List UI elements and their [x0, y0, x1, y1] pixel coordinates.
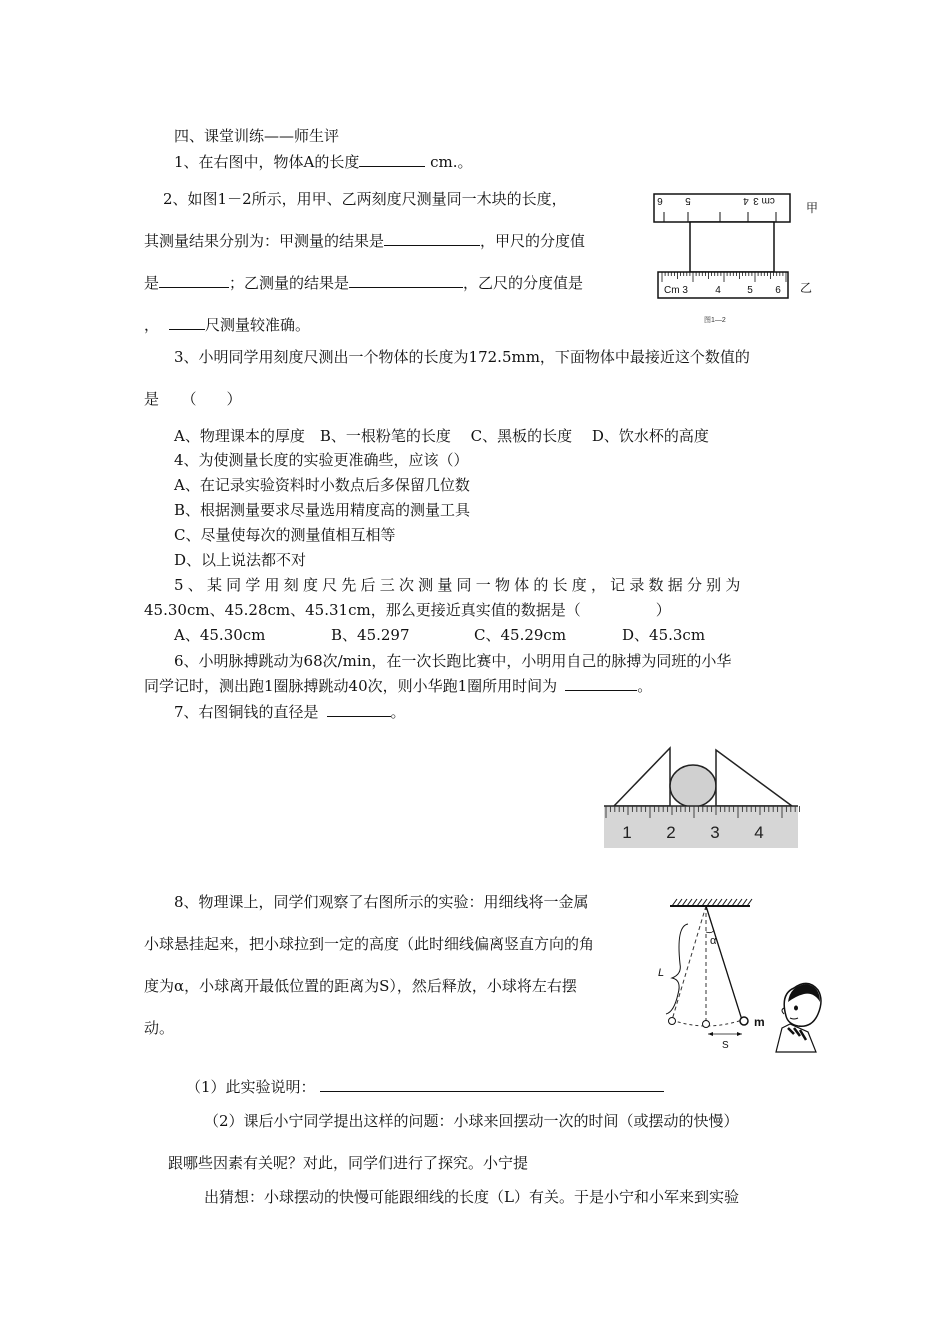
- ruler-jia-tick-0: cm 3: [753, 195, 775, 206]
- ball-m: [740, 1017, 748, 1025]
- ruler-label-1: 1: [622, 823, 632, 842]
- q6-blank[interactable]: [565, 676, 637, 691]
- q2-text-b: ，甲尺的分度值: [480, 232, 586, 250]
- ruler-yi-tick-2: 5: [747, 285, 753, 296]
- question-1: [174, 152, 473, 172]
- ruler-jia-tick-3: 6: [657, 195, 663, 206]
- q6-line-2: [144, 676, 652, 696]
- tick-mark: [727, 899, 732, 906]
- ball-bottom: [703, 1021, 710, 1028]
- pendulum-figure: [658, 894, 828, 1060]
- ruler-label-3: 3: [710, 823, 720, 842]
- tick-mark: [672, 899, 677, 906]
- boy-illustration: [776, 983, 821, 1052]
- q8-sub-2b: 跟哪些因素有关呢？对此，同学们进行了探究。小宁提: [168, 1154, 529, 1172]
- label-yi: 乙: [800, 281, 813, 295]
- q4-stem: 4、为使测量长度的实验更准确些，应该（）: [174, 451, 469, 469]
- q5-option-d: D、45.3cm: [622, 626, 706, 644]
- figure-caption: 图1—2: [704, 317, 726, 324]
- section-title: 四、课堂训练——师生评: [174, 127, 340, 145]
- ruler-yi-tick-0: Cm 3: [664, 285, 688, 296]
- q4-option-d: D、以上说法都不对: [174, 551, 307, 569]
- q7-line: [174, 702, 406, 722]
- coin-ruler-figure: [600, 744, 800, 850]
- tick-mark: [677, 899, 682, 906]
- tick-mark: [737, 899, 742, 906]
- q1-blank[interactable]: [359, 152, 425, 167]
- q5-option-b: B、45.297: [331, 626, 410, 644]
- q5-line-2: 45.30cm、45.28cm、45.31cm，那么更接近真实值的数据是（ ）: [144, 601, 671, 619]
- left-string: [672, 906, 706, 1020]
- q2-blank-jia-result[interactable]: [384, 231, 480, 246]
- ruler-yi-tick-3: 6: [775, 285, 781, 296]
- wood-block: [690, 222, 774, 272]
- label-L: L: [658, 967, 665, 979]
- q2-text-d: ；乙测量的结果是: [229, 274, 350, 292]
- q8-line-4: 动。: [144, 1019, 175, 1037]
- tick-mark: [682, 899, 687, 906]
- q5-option-a: A、45.30cm: [174, 626, 266, 644]
- q8-sub-2: （2）课后小宁同学提出这样的问题：小球来回摆动一次的时间（或摆动的快慢）: [204, 1112, 739, 1130]
- q2-line-3: [144, 273, 583, 293]
- ball-left: [669, 1018, 676, 1025]
- tick-mark: [697, 899, 702, 906]
- ruler-jia-tick-1: 4: [743, 195, 749, 206]
- ruler-label-2: 2: [666, 823, 676, 842]
- q8-sub-1-text: （1）此实验说明：: [186, 1078, 316, 1096]
- ruler-label-4: 4: [754, 823, 764, 842]
- q3-options: A、物理课本的厚度 B、一根粉笔的长度 C、黑板的长度 D、饮水杯的高度: [174, 427, 709, 445]
- q1-unit: cm.。: [425, 153, 473, 171]
- q8-sub-2c: 出猜想：小球摆动的快慢可能跟细线的长度（L）有关。于是小宁和小军来到实验: [204, 1188, 739, 1206]
- q4-option-c: C、尽量使每次的测量值相互相等: [174, 526, 396, 544]
- ruler-jia-tick-2: 5: [685, 195, 691, 206]
- q3-line-1: 3、小明同学用刻度尺测出一个物体的长度为172.5mm，下面物体中最接近这个数值的: [174, 348, 750, 366]
- ruler: [604, 806, 798, 848]
- coin: [670, 765, 716, 807]
- q6-period: 。: [637, 677, 653, 695]
- tick-mark: [747, 899, 752, 906]
- q1-text: 1、在右图中，物体A的长度: [174, 153, 360, 171]
- q7-period: 。: [390, 703, 406, 721]
- label-S: S: [722, 1040, 729, 1051]
- tick-mark: [717, 899, 722, 906]
- tick-mark: [707, 899, 712, 906]
- q2-text-g: 尺测量较准确。: [205, 316, 311, 334]
- q2-text-f: ，: [144, 316, 160, 334]
- q2-blank-accurate[interactable]: [169, 315, 205, 330]
- q2-text-c: 是: [144, 274, 160, 292]
- tick-mark: [722, 899, 727, 906]
- figure-1-2: [648, 190, 828, 330]
- tick-mark: [687, 899, 692, 906]
- q3-line-2: 是 （ ）: [144, 390, 242, 408]
- tick-mark: [732, 899, 737, 906]
- q7-blank[interactable]: [327, 702, 391, 717]
- q5-option-c: C、45.29cm: [474, 626, 567, 644]
- q8-line-3: 度为α，小球离开最低位置的距离为S），然后释放，小球将左右摆: [144, 977, 577, 995]
- q8-line-1: 8、物理课上，同学们观察了右图所示的实验：用细线将一金属: [174, 893, 589, 911]
- left-triangle: [614, 748, 670, 806]
- q2-line-4: [144, 315, 310, 335]
- tick-mark: [702, 899, 707, 906]
- q2-line-1: 2、如图1－2所示，用甲、乙两刻度尺测量同一木块的长度，: [163, 190, 567, 208]
- q4-option-a: A、在记录实验资料时小数点后多保留几位数: [174, 476, 470, 494]
- tick-mark: [712, 899, 717, 906]
- label-m: m: [754, 1015, 765, 1029]
- q6-text: 同学记时，测出跑1圈脉搏跳动40次，则小华跑1圈所用时间为: [144, 677, 558, 695]
- q6-line-1: 6、小明脉搏跳动为68次/min，在一次长跑比赛中，小明用自己的脉搏为同班的小华: [174, 652, 732, 670]
- q2-text-e: ，乙尺的分度值是: [463, 274, 584, 292]
- q8-line-2: 小球悬挂起来，把小球拉到一定的高度（此时细线偏离竖直方向的角: [144, 935, 595, 953]
- label-alpha: α: [710, 935, 717, 947]
- string: [706, 906, 742, 1020]
- q7-text: 7、右图铜钱的直径是: [174, 703, 319, 721]
- ruler-yi-tick-1: 4: [715, 285, 721, 296]
- label-jia: 甲: [806, 201, 819, 215]
- q5-line-1: 5、某同学用刻度尺先后三次测量同一物体的长度，记录数据分别为: [174, 576, 745, 594]
- q2-blank-yi-result[interactable]: [349, 273, 463, 288]
- q2-blank-jia-division[interactable]: [159, 273, 229, 288]
- tick-mark: [742, 899, 747, 906]
- q8-sub-1-blank[interactable]: [320, 1077, 664, 1092]
- q2-text-a: 其测量结果分别为：甲测量的结果是: [144, 232, 385, 250]
- q8-sub-1: [186, 1077, 664, 1097]
- q2-line-2: [144, 231, 585, 251]
- q4-option-b: B、根据测量要求尽量选用精度高的测量工具: [174, 501, 471, 519]
- right-triangle: [716, 750, 792, 806]
- tick-mark: [692, 899, 697, 906]
